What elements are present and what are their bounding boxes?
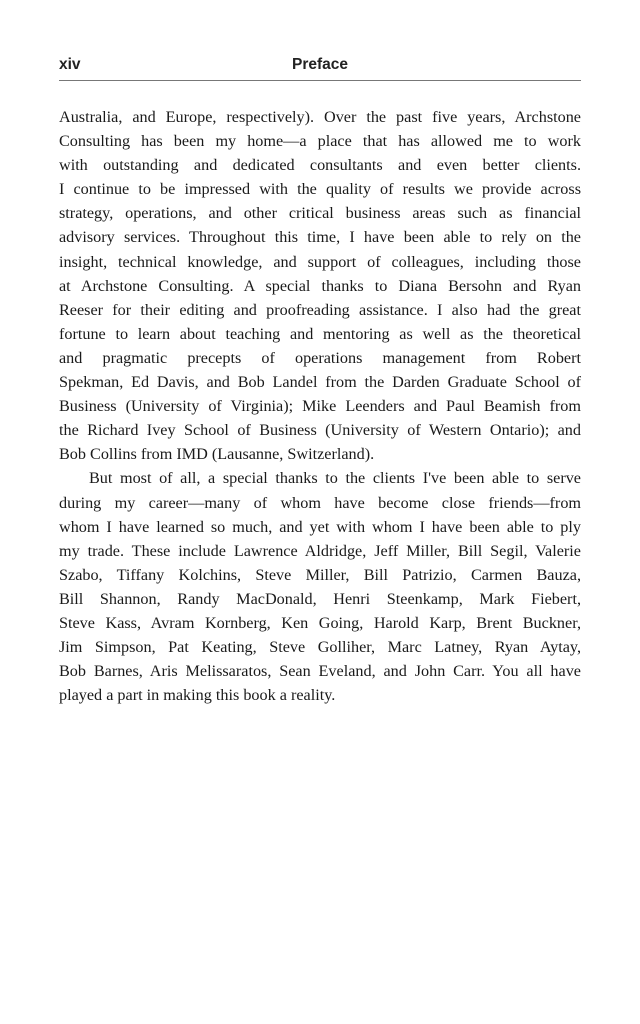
text-line: insight, technical knowledge, and support of colleagues, including those xyxy=(59,252,581,271)
page-number: xiv xyxy=(59,56,81,73)
text-line: But most of all, a special thanks to the clients I've been able to serve xyxy=(89,469,581,488)
text-line: played a part in making this book a reality. xyxy=(59,686,336,705)
text-line: Bob Collins from IMD (Lausanne, Switzerland). xyxy=(59,445,375,464)
text-line: during my career—many of whom have become close friends—from xyxy=(59,493,581,512)
header-rule xyxy=(59,80,581,81)
text-line: Spekman, Ed Davis, and Bob Landel from the Darden Graduate School of xyxy=(59,373,581,392)
text-line: Szabo, Tiffany Kolchins, Steve Miller, Bill Patrizio, Carmen Bauza, xyxy=(59,565,581,584)
text-line: Business (University of Virginia); Mike Leenders and Paul Beamish from xyxy=(59,397,581,416)
text-line: strategy, operations, and other critical business areas such as financial xyxy=(59,204,581,223)
running-title: Preface xyxy=(291,56,348,73)
text-line: Jim Simpson, Pat Keating, Steve Golliher, Marc Latney, Ryan Aytay, xyxy=(59,638,581,657)
body-text xyxy=(59,105,581,707)
text-line: Consulting has been my home—a place that has allowed me to work xyxy=(59,132,581,151)
text-line: Australia, and Europe, respectively). Over the past five years, Archstone xyxy=(59,108,581,126)
text-line: the Richard Ivey School of Business (University of Western Ontario); and xyxy=(59,421,581,440)
text-line: whom I have learned so much, and yet with whom I have been able to ply xyxy=(59,517,581,536)
text-line: with outstanding and dedicated consultants and even better clients. xyxy=(59,156,581,175)
running-header xyxy=(59,56,581,78)
text-line: Bob Barnes, Aris Melissaratos, Sean Eveland, and John Carr. You all have xyxy=(59,662,581,681)
text-line: Reeser for their editing and proofreading assistance. I also had the great xyxy=(59,300,581,319)
text-line: fortune to learn about teaching and mentoring as well as the theoretical xyxy=(59,324,581,343)
text-line: advisory services. Throughout this time, I have been able to rely on the xyxy=(59,228,581,247)
text-line: at Archstone Consulting. A special thanks to Diana Bersohn and Ryan xyxy=(59,276,581,295)
text-line: Steve Kass, Avram Kornberg, Ken Going, Harold Karp, Brent Buckner, xyxy=(59,613,581,632)
text-line: and pragmatic precepts of operations management from Robert xyxy=(59,348,581,367)
text-line: I continue to be impressed with the quality of results we provide across xyxy=(59,180,581,199)
text-line: Bill Shannon, Randy MacDonald, Henri Steenkamp, Mark Fiebert, xyxy=(59,589,581,608)
text-line: my trade. These include Lawrence Aldridge, Jeff Miller, Bill Segil, Valerie xyxy=(59,541,581,560)
